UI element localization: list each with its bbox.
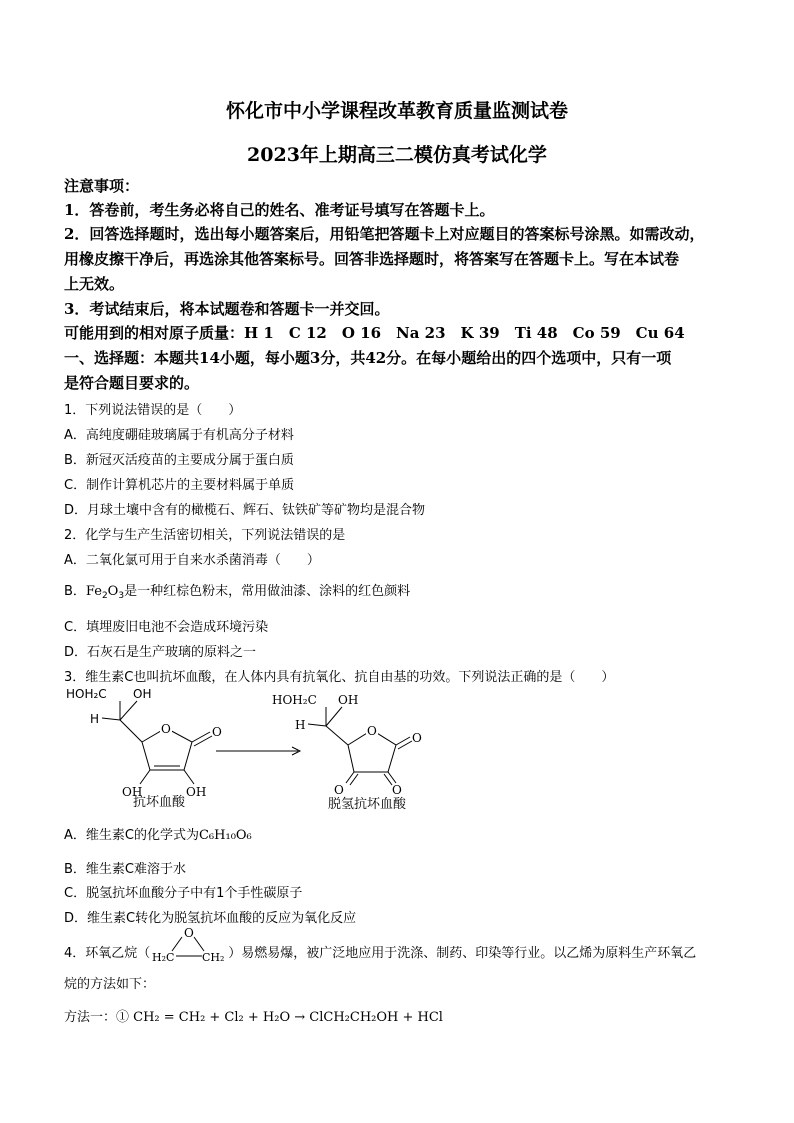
q3-stem: 3．维生素C也叫抗坏血酸，在人体内具有抗氧化、抗自由基的功效。下列说法正确的是（ ） <box>64 670 615 685</box>
q2-option-d: D．石灰石是生产玻璃的原料之一 <box>64 645 257 660</box>
carbonyl-oxygen-2: O <box>334 783 344 797</box>
group-hoh2c-left: HOH₂C <box>66 687 107 701</box>
epoxide-right-ch2: CH₂ <box>202 951 225 964</box>
q4-stem-start: 4．环氧乙烷（ <box>64 946 151 961</box>
q4-method-1: 方法一：① CH₂ = CH₂ + Cl₂ + H₂O → ClCH₂CH₂OH + HCl <box>64 1010 443 1025</box>
page-subtitle: 2023年上期高三二模仿真考试化学 <box>247 144 547 166</box>
group-h-right: H <box>295 718 306 732</box>
q2-formula-fe: Fe <box>85 584 102 599</box>
bond-side-chain <box>120 720 142 742</box>
page-title: 怀化市中小学课程改革教育质量监测试卷 <box>225 100 568 122</box>
epoxide-structure <box>152 925 228 965</box>
carbonyl-bond-1 <box>192 732 210 742</box>
atomic-masses: 可能用到的相对原子质量：H 1 C 12 O 16 Na 23 K 39 Ti 48 Co 59 Cu 64 <box>64 324 685 342</box>
ring-oh-left: OH <box>122 785 143 799</box>
q3-option-b: B．维生素C难溶于水 <box>64 862 186 877</box>
notice-item-2b: 用橡皮擦干净后，再选涂其他答案标号。回答非选择题时，将答案写在答题卡上。写在本试卷 <box>64 250 680 268</box>
carbonyl-oxygen: O <box>212 725 222 739</box>
q1-stem: 1．下列说法错误的是（ ） <box>64 403 242 418</box>
group-oh-left: OH <box>133 687 152 701</box>
q4-stem-line2: 烷的方法如下： <box>64 977 156 992</box>
q3-option-c: C．脱氢抗坏血酸分子中有1个手性碳原子 <box>64 886 303 901</box>
q2-formula-o: O <box>107 584 119 599</box>
notice-heading: 注意事项： <box>64 177 140 195</box>
dehydroascorbic-acid-structure <box>268 690 438 800</box>
carbonyl-bond-2 <box>194 736 212 746</box>
bond-c-oh <box>120 701 137 720</box>
q1-option-c: C．制作计算机芯片的主要材料属于单质 <box>64 478 295 493</box>
q4-stem-rest: ）易燃易爆，被广泛地应用于洗涤、制药、印染等行业。以乙烯为原料生产环氧乙 <box>228 946 697 961</box>
section-heading-line2: 是符合题目要求的。 <box>64 374 200 392</box>
epoxide-structure-slot <box>150 926 228 964</box>
q2-option-c: C．填埋废旧电池不会造成环境污染 <box>64 620 269 635</box>
q1-option-b: B．新冠灭活疫苗的主要成分属于蛋白质 <box>64 453 294 468</box>
q2-option-a: A．二氧化氯可用于自来水杀菌消毒（ ） <box>64 553 320 568</box>
q1-option-a: A．高纯度硼硅玻璃属于有机高分子材料 <box>64 428 294 443</box>
q3-option-d: D．维生素C转化为脱氢抗坏血酸的反应为氧化反应 <box>64 911 357 926</box>
q2-option-b-text: 是一种红棕色粉末，常用做油漆、涂料的红色颜料 <box>124 584 411 599</box>
ascorbic-acid-caption: 抗坏血酸 <box>133 795 186 810</box>
q2-option-b-prefix: B． <box>64 584 86 599</box>
group-h-left: H <box>90 712 100 726</box>
bond-c-oh-ring-right <box>184 770 194 784</box>
group-oh-right: OH <box>338 693 359 707</box>
epoxide-left-ch2: H₂C <box>152 951 175 964</box>
dehydroascorbic-caption: 脱氢抗坏血酸 <box>328 797 407 812</box>
q2-formula-sub2: 2 <box>101 591 108 601</box>
q3-option-a-text: A．维生素C的化学式为 <box>64 828 199 843</box>
ring-oxygen-right: O <box>367 724 377 738</box>
notice-item-3: 3．考试结束后，将本试题卷和答题卡一并交回。 <box>64 300 390 318</box>
bond-c-h <box>102 718 120 720</box>
q3-formula: C₆H₁₀O₆ <box>198 828 252 843</box>
q1-option-d: D．月球土壤中含有的橄榄石、辉石、钛铁矿等矿物均是混合物 <box>64 503 426 518</box>
q2-option-b <box>64 580 410 601</box>
bond-c-oh-ring-left <box>140 770 150 784</box>
q2-formula-sub3: 3 <box>118 591 125 601</box>
carbonyl-oxygen-1: O <box>412 731 422 745</box>
carbonyl-oxygen-3: O <box>392 783 402 797</box>
ring-oh-right: OH <box>186 785 207 799</box>
section-heading-line1: 一、选择题：本题共14小题，每小题3分，共42分。在每小题给出的四个选项中，只有一项 <box>64 349 672 367</box>
q3-option-a <box>64 824 252 843</box>
notice-item-1: 1．答卷前，考生务必将自己的姓名、准考证号填写在答题卡上。 <box>64 201 495 219</box>
notice-item-2c: 上无效。 <box>64 275 125 293</box>
q2-stem: 2．化学与生产生活密切相关，下列说法错误的是 <box>64 528 346 543</box>
epoxide-oxygen: O <box>184 926 195 940</box>
notice-item-2a: 2．回答选择题时，选出每小题答案后，用铅笔把答题卡上对应题目的答案标号涂黑。如需改动， <box>64 225 705 243</box>
group-hoh2c-right: HOH₂C <box>272 693 317 707</box>
q4-stem-line1 <box>64 926 697 964</box>
ring-oxygen: O <box>161 722 171 736</box>
